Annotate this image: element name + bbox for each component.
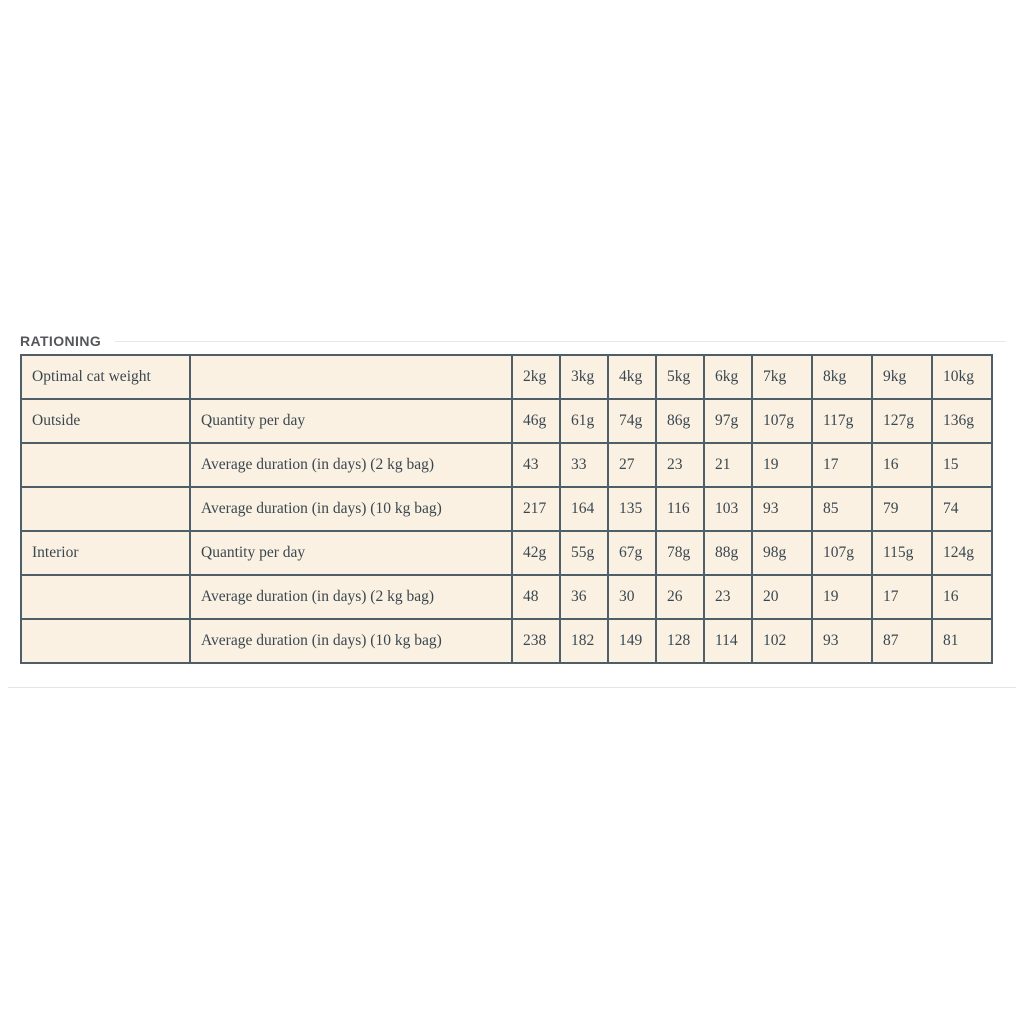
value-cell: 114 xyxy=(704,619,752,663)
value-cell: 81 xyxy=(932,619,992,663)
value-cell: 43 xyxy=(512,443,560,487)
value-cell: 46g xyxy=(512,399,560,443)
value-cell: 107g xyxy=(812,531,872,575)
value-cell: 238 xyxy=(512,619,560,663)
weight-header-cell: 10kg xyxy=(932,355,992,399)
table-row-interior-quantity xyxy=(21,531,992,575)
value-cell: 19 xyxy=(812,575,872,619)
value-cell: 21 xyxy=(704,443,752,487)
value-cell: 93 xyxy=(812,619,872,663)
value-cell: 42g xyxy=(512,531,560,575)
value-cell: 182 xyxy=(560,619,608,663)
weight-header-cell: 9kg xyxy=(872,355,932,399)
row-header-optimal-cat-weight: Optimal cat weight xyxy=(21,355,190,399)
value-cell: 85 xyxy=(812,487,872,531)
table-row-outside-duration-2kg xyxy=(21,443,992,487)
value-cell: 36 xyxy=(560,575,608,619)
value-cell: 67g xyxy=(608,531,656,575)
value-cell: 97g xyxy=(704,399,752,443)
table-row-interior-duration-2kg xyxy=(21,575,992,619)
value-cell: 23 xyxy=(704,575,752,619)
value-cell: 33 xyxy=(560,443,608,487)
value-cell: 27 xyxy=(608,443,656,487)
value-cell: 136g xyxy=(932,399,992,443)
empty-cell xyxy=(21,443,190,487)
value-cell: 88g xyxy=(704,531,752,575)
value-cell: 115g xyxy=(872,531,932,575)
table-row-interior-duration-10kg xyxy=(21,619,992,663)
section-title-rule xyxy=(115,341,1006,342)
value-cell: 26 xyxy=(656,575,704,619)
group-header-interior: Interior xyxy=(21,531,190,575)
rationing-section-header xyxy=(20,333,1006,349)
metric-label-cell: Average duration (in days) (2 kg bag) xyxy=(190,443,512,487)
value-cell: 15 xyxy=(932,443,992,487)
metric-label-cell: Quantity per day xyxy=(190,399,512,443)
weight-header-cell: 3kg xyxy=(560,355,608,399)
value-cell: 74 xyxy=(932,487,992,531)
value-cell: 20 xyxy=(752,575,812,619)
empty-cell xyxy=(21,575,190,619)
metric-label-cell: Average duration (in days) (2 kg bag) xyxy=(190,575,512,619)
value-cell: 98g xyxy=(752,531,812,575)
value-cell: 74g xyxy=(608,399,656,443)
value-cell: 127g xyxy=(872,399,932,443)
value-cell: 30 xyxy=(608,575,656,619)
empty-cell xyxy=(21,487,190,531)
group-header-outside: Outside xyxy=(21,399,190,443)
value-cell: 217 xyxy=(512,487,560,531)
value-cell: 164 xyxy=(560,487,608,531)
value-cell: 17 xyxy=(812,443,872,487)
value-cell: 16 xyxy=(872,443,932,487)
table-row-outside-duration-10kg xyxy=(21,487,992,531)
metric-label-cell: Quantity per day xyxy=(190,531,512,575)
weight-header-cell: 7kg xyxy=(752,355,812,399)
value-cell: 149 xyxy=(608,619,656,663)
value-cell: 103 xyxy=(704,487,752,531)
table-row-weights xyxy=(21,355,992,399)
value-cell: 61g xyxy=(560,399,608,443)
value-cell: 102 xyxy=(752,619,812,663)
metric-label-cell: Average duration (in days) (10 kg bag) xyxy=(190,487,512,531)
value-cell: 16 xyxy=(932,575,992,619)
section-title: RATIONING xyxy=(20,333,102,349)
weight-header-cell: 8kg xyxy=(812,355,872,399)
value-cell: 17 xyxy=(872,575,932,619)
value-cell: 78g xyxy=(656,531,704,575)
value-cell: 116 xyxy=(656,487,704,531)
value-cell: 48 xyxy=(512,575,560,619)
value-cell: 23 xyxy=(656,443,704,487)
weight-header-cell: 5kg xyxy=(656,355,704,399)
empty-cell xyxy=(190,355,512,399)
value-cell: 117g xyxy=(812,399,872,443)
section-divider xyxy=(8,687,1016,688)
value-cell: 107g xyxy=(752,399,812,443)
value-cell: 86g xyxy=(656,399,704,443)
table-row-outside-quantity xyxy=(21,399,992,443)
metric-label-cell: Average duration (in days) (10 kg bag) xyxy=(190,619,512,663)
empty-cell xyxy=(21,619,190,663)
rationing-table xyxy=(20,354,993,664)
value-cell: 55g xyxy=(560,531,608,575)
value-cell: 19 xyxy=(752,443,812,487)
value-cell: 79 xyxy=(872,487,932,531)
weight-header-cell: 2kg xyxy=(512,355,560,399)
value-cell: 128 xyxy=(656,619,704,663)
value-cell: 93 xyxy=(752,487,812,531)
weight-header-cell: 4kg xyxy=(608,355,656,399)
weight-header-cell: 6kg xyxy=(704,355,752,399)
value-cell: 124g xyxy=(932,531,992,575)
value-cell: 135 xyxy=(608,487,656,531)
value-cell: 87 xyxy=(872,619,932,663)
